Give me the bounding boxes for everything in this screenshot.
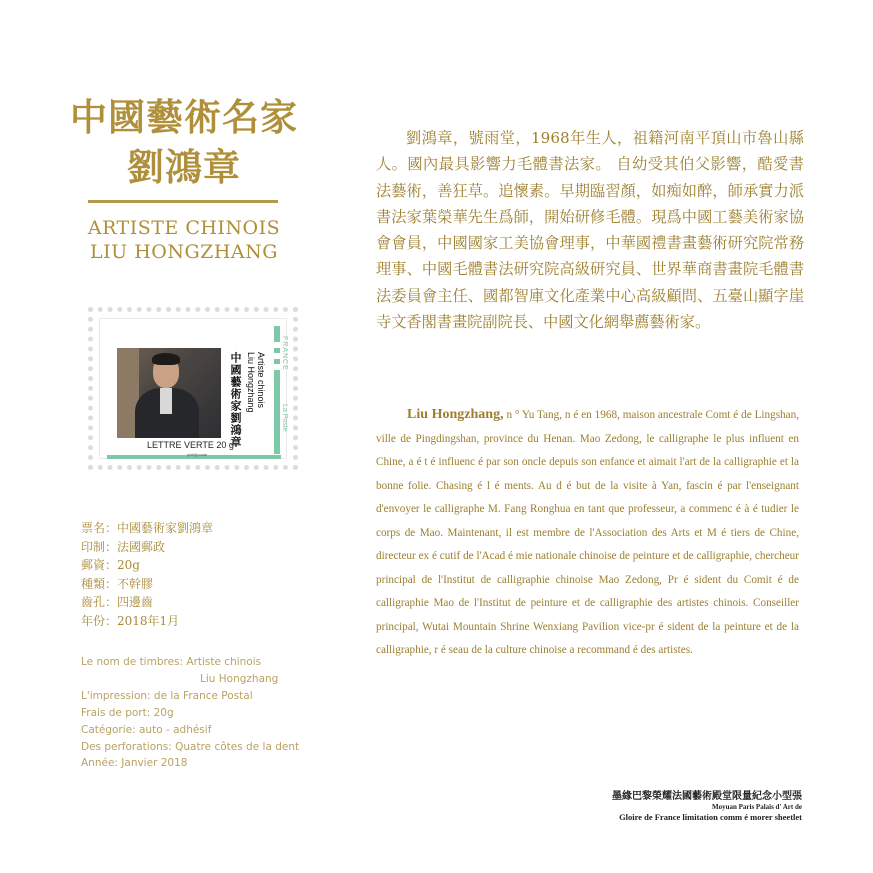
title-divider — [88, 200, 278, 203]
title-french-line1: ARTISTE CHINOIS — [87, 217, 281, 239]
footer-french-line2: Gloire de France limitation comm é morer sheetlet — [619, 812, 802, 822]
specs-french — [81, 654, 299, 772]
spec-cn-year: 年份：2018年1月 — [81, 613, 180, 628]
title-chinese-line2: 劉鴻章 — [127, 145, 241, 189]
biography-french-name: Liu Hongzhang, — [407, 407, 504, 422]
biography-french — [376, 403, 799, 663]
spec-cn-printing: 印制：法國郵政 — [81, 539, 166, 554]
footer-chinese: 墨緣巴黎榮耀法國藝術殿堂限量紀念小型張 — [612, 791, 802, 802]
biography-chinese: 劉鴻章，號雨堂，1968年生人，祖籍河南平頂山市魯山縣人。國內最具影響力毛體書法家。 自幼受其伯父影響，酷愛書法藝術，善狂草。追懷素。早期臨習顏，如痴如醉，師承實力派書法家葉榮華先生爲師，開始研修毛體。現爲中國工藝美術家協會會員，中國國家工美協會理事，中華國禮書畫藝術研究院常務理事、中國毛體書法研究院高級研究員、世界華商書畫院毛體書法委員會主任、國都智庫文化產業中心高級顧問、五臺山顯字崖寺文香閣書畫院副院長、中國文化網舉薦藝術家。 — [376, 129, 804, 332]
biography-french-text: n ° Yu Tang, n é en 1968, maison ancestrale Comt é de Lingshan, ville de Pingdingshan, province du Henan. Mao Zedong, le calligraphe le plus influent en Chine, a é t é influenc é par son oncle depuis son enfance et aimait l'art de la calligraphie et la bonne folie. Chasing é l é ments. Au d é but de la visite à Yan, fascin é par l'enseignant d'envoyer le calligraphe M. Fang Ronghua en tant que professeur, a commenc é à é tudier le corps de Mao. Maintenant, il est membre de l'Association des Arts et M é tiers de Chine, directeur ex é cutif de l'Acad é mie nationale chinoise de peinture et de calligraphie, chercheur principal de l'Institut de calligraphie chinoise Mao Zedong, Pr é sident du Comit é de calligraphie Mao de l'Institut de peinture et de calligraphie des artistes chinois. Conseiller principal, Wutai Mountain Shrine Wenxiang Pavilion vice-pr é sident de la peinture et de la calligraphie, r é seau de la culture chinoise a recommand é des artistes. — [376, 409, 799, 656]
spec-fr-printing: L'impression: de la France Postal — [81, 689, 253, 702]
spec-cn-perforation: 齒孔：四邊齒 — [81, 595, 154, 609]
spec-fr-name: Le nom de timbres: Artiste chinois — [81, 656, 262, 668]
title-chinese-line1: 中國藝術名家 — [70, 95, 298, 139]
stamp — [88, 307, 298, 470]
stamp-name-french-line2: Liu Hongzhang — [246, 352, 256, 413]
stamp-bar-blocks — [274, 342, 280, 375]
sheetlet-footer — [560, 790, 802, 823]
stamp-name-chinese: 中國藝術家劉鴻章 — [229, 352, 242, 448]
spec-cn-postage: 郵資：20g — [81, 558, 140, 572]
stamp-label: LETTRE VERTE 20 g — [147, 440, 234, 450]
title-chinese — [62, 92, 306, 192]
title-french-line2: LIU HONGZHANG — [90, 241, 278, 263]
spec-fr-year: Année: Janvier 2018 — [81, 757, 188, 770]
specs-chinese — [81, 519, 213, 630]
stamp-name-french-line1: Artiste chinois — [256, 352, 266, 409]
artist-portrait — [117, 348, 221, 438]
stamp-small-print: phil@poste — [187, 452, 208, 457]
stamp-name-french — [246, 352, 266, 413]
spec-fr-perforation: Des perforations: Quatre côtes de la dent — [81, 740, 300, 753]
stamp-operator: La Poste — [281, 404, 288, 432]
footer-french-line1: Moyuan Paris Palais d' Art de — [711, 803, 802, 811]
spec-cn-name: 票名：中國藝術家劉鴻章 — [81, 521, 214, 535]
stamp-country: FRANCE — [281, 336, 288, 371]
spec-fr-postage: Frais de port: 20g — [81, 706, 174, 719]
title-french — [62, 216, 306, 264]
spec-fr-name-cont: Liu Hongzhang — [200, 672, 279, 685]
spec-fr-category: Catégorie: auto - adhésif — [81, 723, 212, 736]
spec-cn-type: 種類：不幹膠 — [81, 576, 154, 591]
